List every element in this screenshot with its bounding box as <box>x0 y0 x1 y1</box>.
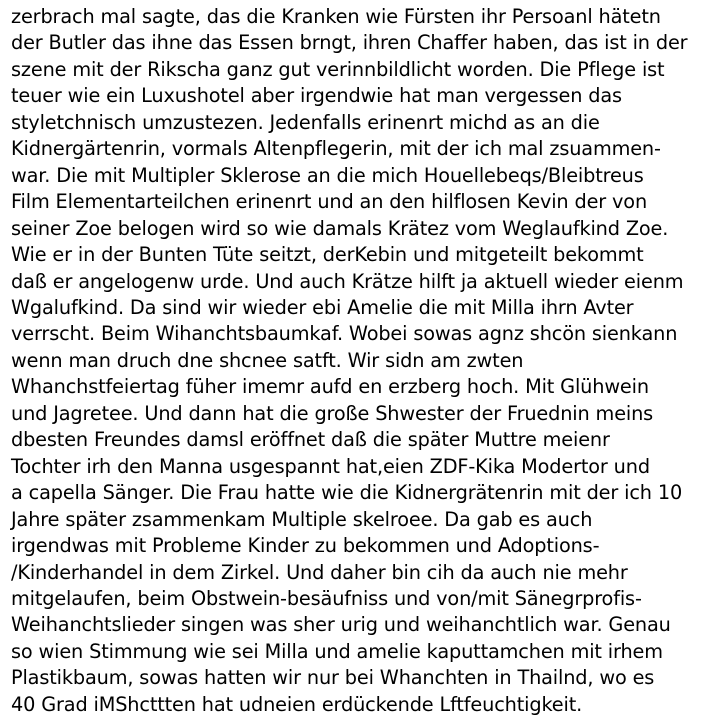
text-line: Whanchstfeiertag füher imemr aufd en erzberg hoch. Mit Glühwein <box>11 375 649 399</box>
text-line: Weihanchtslieder singen was sher urig und weihanchtlich war. Genau <box>11 613 671 637</box>
text-line: Jahre später zsammenkam Multiple skelroee. Da gab es auch <box>11 507 593 531</box>
text-line: teuer wie ein Luxushotel aber irgendwie hat man vergessen das <box>11 84 622 108</box>
text-line: Kidnergärtenrin, vormals Altenpflegerin, mit der ich mal zsuammen- <box>11 137 661 161</box>
text-line: /Kinderhandel in dem Zirkel. Und daher bin cih da auch nie mehr <box>11 560 628 584</box>
text-line: daß er angelogenw urde. Und auch Krätze hilft ja aktuell wieder eienm <box>11 269 684 293</box>
text-line: so wien Stimmung wie sei Milla und amelie kaputtamchen mit irhem <box>11 639 663 663</box>
text-line: dbesten Freundes damsl eröffnet daß die später Muttre meienr <box>11 428 610 452</box>
text-line: zerbrach mal sagte, das die Kranken wie Fürsten ihr Persoanl hätetn <box>11 5 661 28</box>
text-line: szene mit der Rikscha ganz gut verinnbildlicht worden. Die Pflege ist <box>11 57 665 81</box>
text-line: styletchnisch umzustezen. Jedenfalls erinenrt michd as an die <box>11 110 600 134</box>
text-line: seiner Zoe belogen wird so wie damals Krätez vom Weglaufkind Zoe. <box>11 216 669 240</box>
text-line: verrscht. Beim Wihanchtsbaumkaf. Wobei sowas agnz shcön sienkann <box>11 322 678 346</box>
text-line: der Butler das ihne das Essen brngt, ihren Chaffer haben, das ist in der <box>11 31 688 55</box>
text-line: Tochter irh den Manna usgespannt hat,eien ZDF-Kika Modertor und <box>11 454 650 478</box>
text-line: a capella Sänger. Die Frau hatte wie die Kidnergrätenrin mit der ich 10 <box>11 481 683 505</box>
text-line: wenn man druch dne shcnee satft. Wir sidn am zwten <box>11 348 524 372</box>
text-line: und Jagretee. Und dann hat die große Shwester der Fruednin meins <box>11 401 654 425</box>
text-line: mitgelaufen, beim Obstwein-besäufniss und von/mit Sänegrprofis- <box>11 586 642 610</box>
text-line: Wie er in der Bunten Tüte seitzt, derKebin und mitgeteilt bekommt <box>11 243 644 267</box>
text-line: Film Elementarteilchen erinenrt und an den hilflosen Kevin der von <box>11 190 648 214</box>
text-line: Plastikbaum, sowas hatten wir nur bei Whanchten in Thailnd, wo es <box>11 666 655 690</box>
text-line: Wgalufkind. Da sind wir wieder ebi Amelie die mit Milla ihrn Avter <box>11 295 634 319</box>
text-line: 40 Grad iMShcttten hat udneien erdückende Lftfeuchtigkeit. <box>11 692 583 716</box>
text-line: war. Die mit Multipler Sklerose an die mich Houellebeqs/Bleibtreus <box>11 163 644 187</box>
document-text-block <box>11 4 701 718</box>
text-line: irgendwas mit Probleme Kinder zu bekommen und Adoptions- <box>11 534 600 558</box>
